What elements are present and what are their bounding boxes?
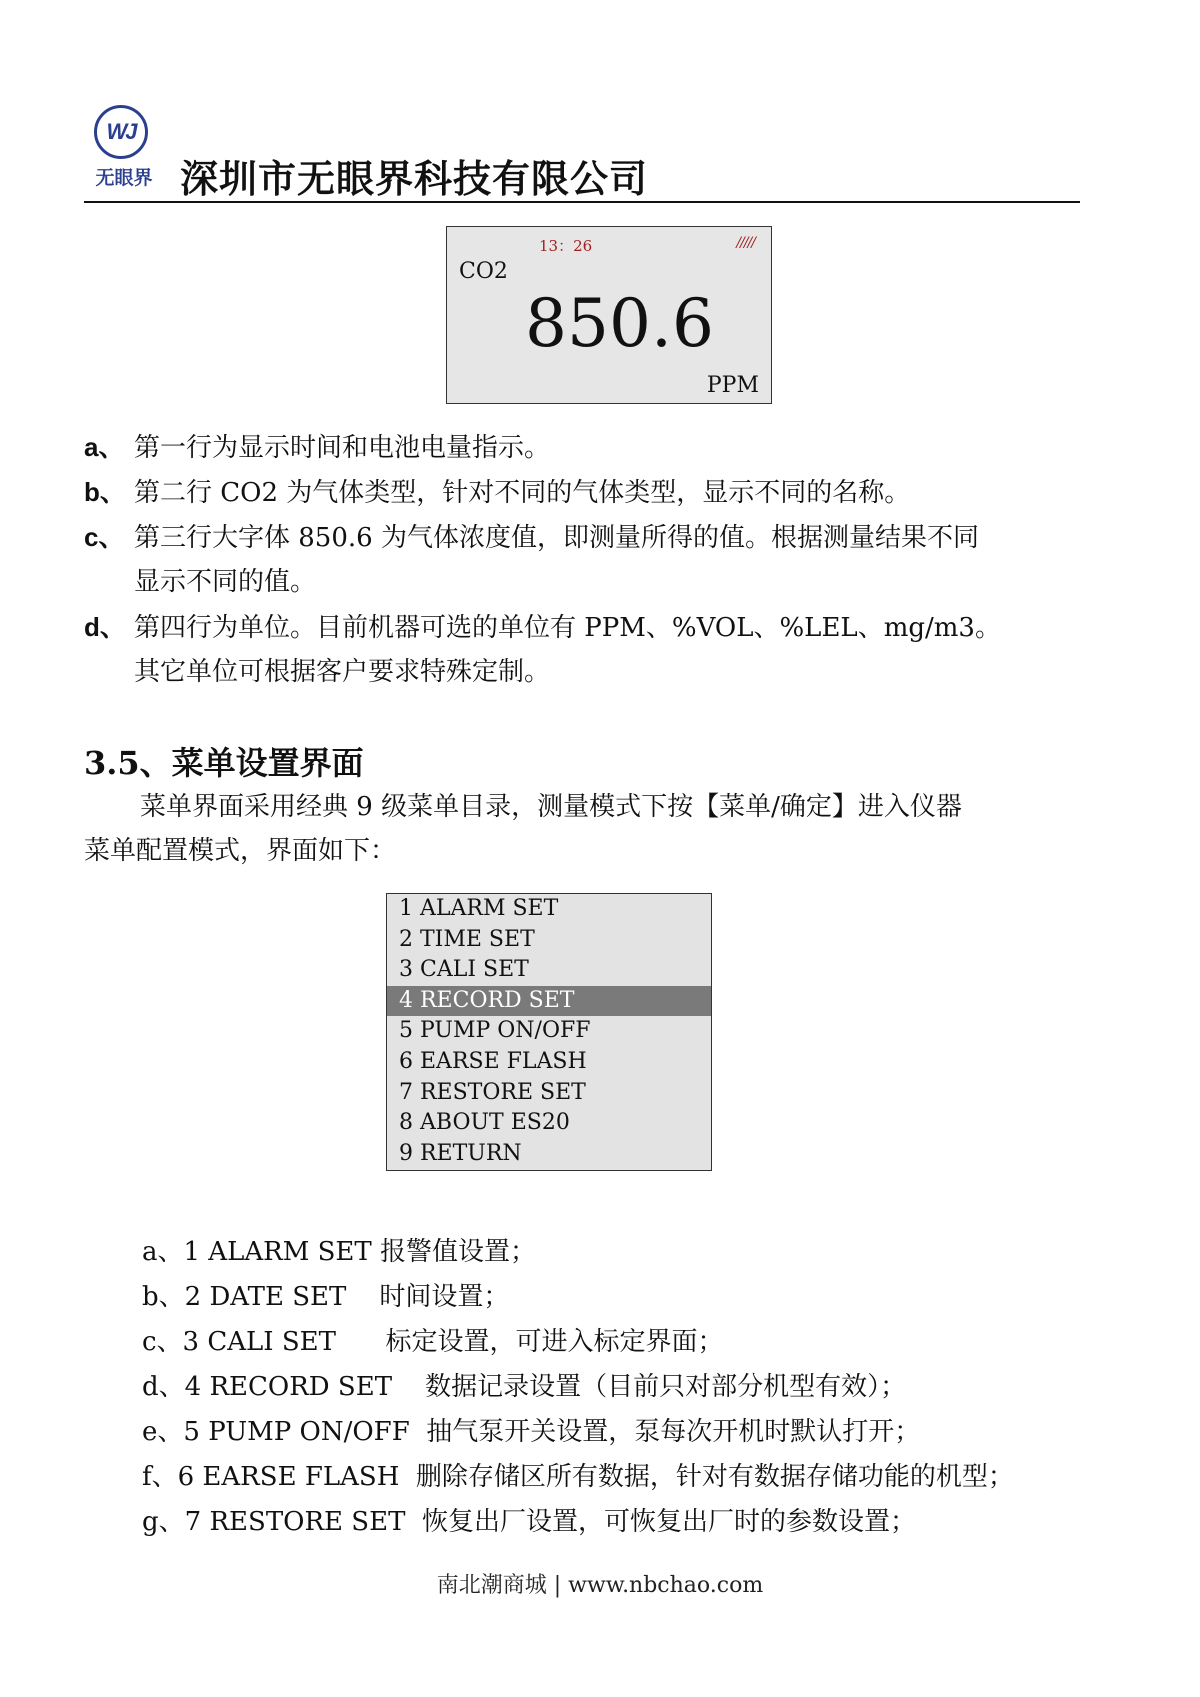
menu-item-about: 8 ABOUT ES20 <box>399 1110 570 1136</box>
lcd-unit: PPM <box>706 373 759 398</box>
section-intro-line2: 菜单配置模式，界面如下： <box>84 836 397 866</box>
menu-item-record-set: 4 RECORD SET <box>387 986 711 1017</box>
menu-item-earse-flash: 6 EARSE FLASH <box>399 1048 587 1074</box>
lcd-time: 13：26 <box>539 237 593 255</box>
note-label: a、 <box>84 432 125 462</box>
menu-desc-c: c、3 CALI SET 标定设置，可进入标定界面； <box>142 1327 724 1357</box>
section-title: 3.5、菜单设置界面 <box>84 744 364 782</box>
menu-item-return: 9 RETURN <box>399 1140 522 1166</box>
note-label: b、 <box>84 477 126 507</box>
note-label: d、 <box>84 612 126 642</box>
note-text: 第三行大字体 850.6 为气体浓度值，即测量所得的值。根据测量结果不同 <box>134 523 979 553</box>
menu-desc-f: f、6 EARSE FLASH 删除存储区所有数据，针对有数据存储功能的机型； <box>142 1462 1014 1492</box>
company-name: 深圳市无眼界科技有限公司 <box>180 157 649 201</box>
note-text: 第二行 CO2 为气体类型，针对不同的气体类型，显示不同的名称。 <box>134 478 911 508</box>
menu-desc-e: e、5 PUMP ON/OFF 抽气泵开关设置，泵每次开机时默认打开； <box>142 1417 921 1447</box>
menu-desc-d: d、4 RECORD SET 数据记录设置（目前只对部分机型有效）； <box>142 1372 907 1402</box>
logo-text: 无眼界 <box>95 167 153 189</box>
note-c-continuation: 显示不同的值。 <box>134 567 317 597</box>
menu-item-cali-set: 3 CALI SET <box>399 957 529 983</box>
lcd-gas-type: CO2 <box>459 259 508 284</box>
lcd-concentration-value: 850.6 <box>525 285 714 362</box>
note-b <box>84 470 1084 515</box>
menu-desc-g: g、7 RESTORE SET 恢复出厂设置，可恢复出厂时的参数设置； <box>142 1507 916 1537</box>
menu-desc-b: b、2 DATE SET 时间设置； <box>142 1282 510 1312</box>
menu-item-pump: 5 PUMP ON/OFF <box>399 1018 591 1044</box>
note-label: c、 <box>84 522 125 552</box>
battery-icon: ///// <box>736 235 755 251</box>
note-c <box>84 515 1084 560</box>
note-text: 第一行为显示时间和电池电量指示。 <box>134 433 551 463</box>
note-d-continuation: 其它单位可根据客户要求特殊定制。 <box>134 657 551 687</box>
menu-item-restore-set: 7 RESTORE SET <box>399 1079 586 1105</box>
note-text: 第四行为单位。目前机器可选的单位有 PPM、%VOL、%LEL、mg/m3。 <box>134 613 1001 643</box>
menu-item-alarm-set: 1 ALARM SET <box>399 896 559 921</box>
header-divider <box>84 201 1080 203</box>
logo-emblem <box>94 105 148 159</box>
footer-watermark: 南北潮商城 | www.nbchao.com <box>436 1573 764 1598</box>
note-d <box>84 605 1084 650</box>
section-intro-line1: 菜单界面采用经典 9 级菜单目录，测量模式下按【菜单/确定】进入仪器 <box>140 792 962 822</box>
company-logo <box>84 105 164 190</box>
lcd-measurement-screen <box>446 226 772 404</box>
menu-desc-a: a、1 ALARM SET 报警值设置； <box>142 1237 536 1267</box>
logo-mark: WJ <box>106 119 136 144</box>
note-a <box>84 425 1084 470</box>
menu-screen <box>386 893 712 1171</box>
menu-item-time-set: 2 TIME SET <box>399 926 535 952</box>
